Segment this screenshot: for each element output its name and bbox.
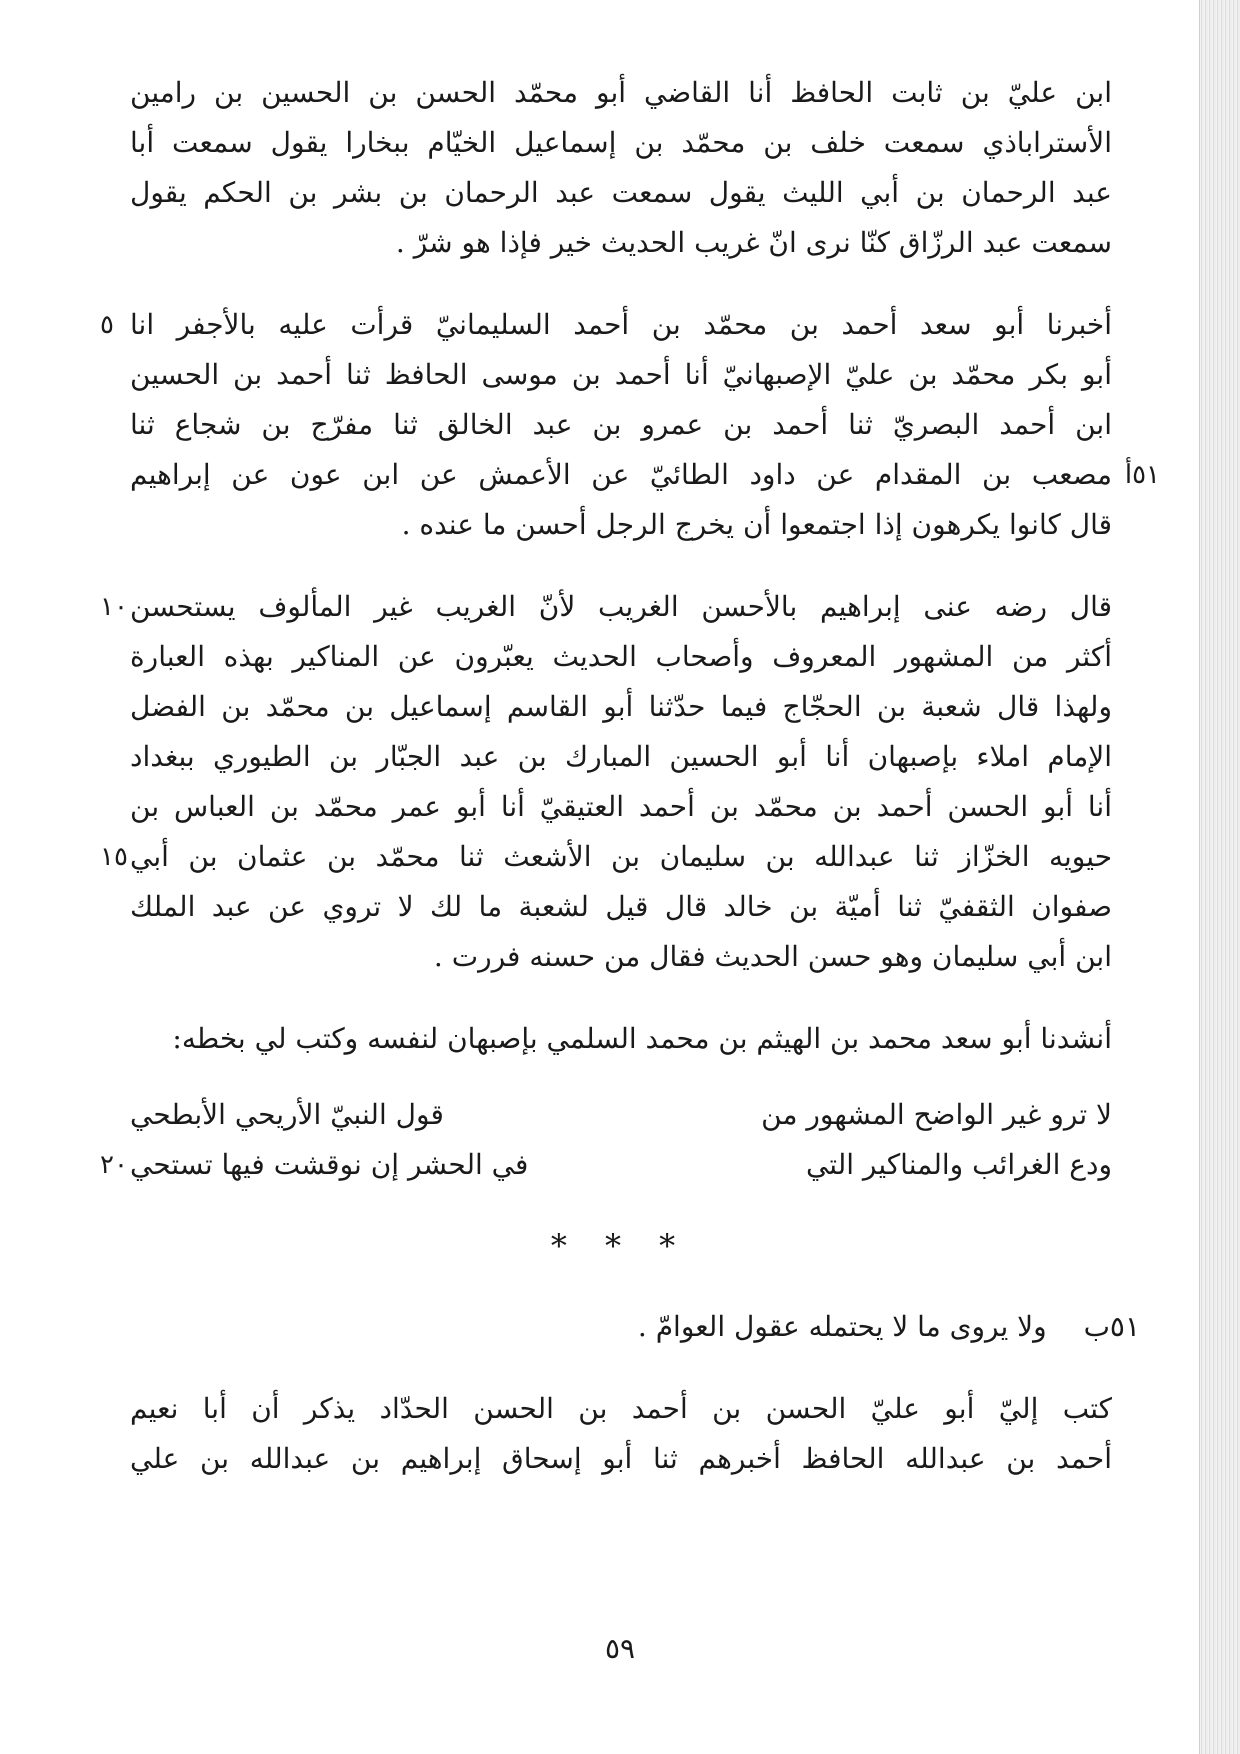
line-text: الإمام املاء بإصبهان أنا أبو الحسين المبارك بن عبد الجبّار بن الطيوري ببغداد (130, 740, 1112, 773)
line-text: ابن أحمد البصريّ ثنا أحمد بن عمرو بن عبد الخالق ثنا مفرّج بن شجاع ثنا (130, 408, 1112, 441)
line-text: ابن أبي سليمان وهو حسن الحديث فقال من حسنه فررت . (433, 940, 1112, 973)
line-number: ١٠ (100, 592, 128, 622)
line-text: مصعب بن المقدام عن داود الطائيّ عن الأعمش عن ابن عون عن إبراهيم (130, 458, 1112, 491)
text-line (100, 450, 1160, 500)
line-text: أنشدنا أبو سعد محمد بن الهيثم بن محمد السلمي بإصبهان لنفسه وكتب لي بخطه: (172, 1022, 1112, 1055)
line-number: ٢٠ (100, 1150, 128, 1180)
line-text: قال كانوا يكرهون إذا اجتمعوا أن يخرج الرجل أحسن ما عنده . (401, 508, 1112, 541)
text-line (100, 1434, 1140, 1484)
folio-marker: ٥١ب (1083, 1310, 1140, 1343)
line-text: ولا يروى ما لا يحتمله عقول العوامّ . (637, 1310, 1047, 1343)
paragraph-5 (100, 1384, 1140, 1484)
line-text: أبو بكر محمّد بن عليّ الإصبهانيّ أنا أحمد بن موسى الحافظ ثنا أحمد بن الحسين (130, 358, 1112, 391)
folio-line (100, 1302, 1140, 1352)
paragraph-3 (100, 582, 1140, 982)
page-body (100, 68, 1160, 1484)
text-line (100, 350, 1140, 400)
verse-first-hemistich: لا ترو غير الواضح المشهور من (761, 1098, 1112, 1131)
text-line (100, 632, 1140, 682)
line-number: ٥ (100, 310, 114, 340)
text-line (100, 932, 1140, 982)
line-text: صفوان الثقفيّ ثنا أميّة بن خالد قال قيل لشعبة ما لك لا تروي عن عبد الملك (130, 890, 1112, 923)
paragraph-4 (100, 1014, 1140, 1190)
verse-line (100, 1140, 1140, 1190)
text-line (100, 218, 1140, 268)
text-line (100, 1384, 1140, 1434)
folio-marker: ٥١أ (1124, 460, 1160, 490)
text-line (100, 732, 1140, 782)
verse-second-hemistich: قول النبيّ الأريحي الأبطحي (130, 1098, 444, 1131)
line-text: أحمد بن عبدالله الحافظ أخبرهم ثنا أبو إسحاق إبراهيم بن عبدالله بن علي (130, 1442, 1112, 1475)
text-line (100, 118, 1140, 168)
line-text: قال رضه عنى إبراهيم بالأحسن الغريب لأنّ الغريب غير المألوف يستحسن (130, 590, 1112, 623)
line-text: الأستراباذي سمعت خلف بن محمّد بن إسماعيل الخيّام ببخارا يقول سمعت أبا (130, 126, 1112, 159)
line-text: كتب إليّ أبو عليّ الحسن بن أحمد بن الحسن الحدّاد يذكر أن أبا نعيم (130, 1392, 1112, 1425)
line-number: ١٥ (100, 842, 128, 872)
line-text: أخبرنا أبو سعد أحمد بن محمّد بن أحمد السليمانيّ قرأت عليه بالأجفر انا (130, 308, 1112, 341)
text-line (100, 400, 1140, 450)
line-text: عبد الرحمان بن أبي الليث يقول سمعت عبد الرحمان بن بشر بن الحكم يقول (130, 176, 1112, 209)
text-line (100, 1014, 1140, 1064)
line-text: سمعت عبد الرزّاق كنّا نرى انّ غريب الحديث خير فإذا هو شرّ . (395, 226, 1112, 259)
scan-edge (1199, 0, 1240, 1754)
paragraph-2 (100, 300, 1160, 550)
text-line (100, 300, 1140, 350)
page-number: ٥٩ (604, 1632, 636, 1665)
line-text: أكثر من المشهور المعروف وأصحاب الحديث يعبّرون عن المناكير بهذه العبارة (130, 640, 1112, 673)
section-separator: * * * (550, 1227, 690, 1265)
line-text: حيويه الخزّاز ثنا عبدالله بن سليمان بن الأشعث ثنا محمّد بن عثمان بن أبي (130, 840, 1113, 873)
line-text: ابن عليّ بن ثابت الحافظ أنا القاضي أبو محمّد الحسن بن الحسين بن رامين (130, 76, 1112, 109)
text-line (100, 882, 1140, 932)
text-line (100, 832, 1140, 882)
text-line (100, 582, 1140, 632)
text-line (100, 782, 1140, 832)
text-line (100, 168, 1140, 218)
line-text: ولهذا قال شعبة بن الحجّاج فيما حدّثنا أبو القاسم إسماعيل بن محمّد بن الفضل (130, 690, 1112, 723)
verse-first-hemistich: ودع الغرائب والمناكير التي (805, 1148, 1112, 1181)
line-text: أنا أبو الحسن أحمد بن محمّد بن أحمد العتيقيّ أنا أبو عمر محمّد بن العباس بن (130, 790, 1112, 823)
verse-second-hemistich: في الحشر إن نوقشت فيها تستحي (130, 1148, 529, 1181)
paragraph-1 (100, 68, 1140, 268)
text-line (100, 500, 1140, 550)
verse-line (100, 1090, 1140, 1140)
text-line (100, 682, 1140, 732)
text-line (100, 68, 1140, 118)
